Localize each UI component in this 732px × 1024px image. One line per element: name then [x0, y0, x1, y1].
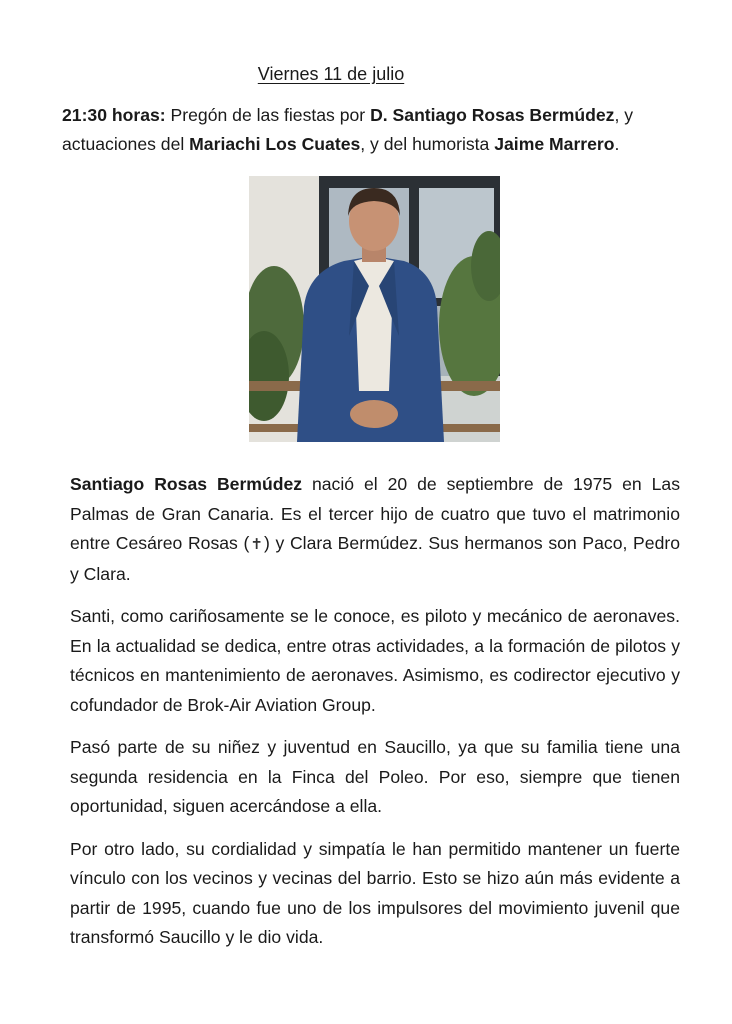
bio-paragraph: Por otro lado, su cordialidad y simpatía le han permitido mantener un fuerte vínculo con los vecinos y vecinas del barrio. Esto se hizo aún más evidente a partir de 1995, cuando fue uno de los impulsores del movimiento juvenil que transformó Saucillo y le dio vida.	[70, 838, 680, 947]
biography	[70, 470, 680, 966]
bio-text: ) y Clara Bermúdez. Sus hermanos son Paco, Pedro y Clara.	[70, 533, 681, 584]
band-name: Mariachi Los Cuates	[189, 134, 361, 154]
bio-paragraph	[70, 470, 680, 589]
comedian-name: Jaime Marrero	[494, 134, 615, 154]
event-date-heading: Viernes 11 de julio	[257, 64, 405, 84]
speaker-photo	[249, 176, 500, 442]
bio-text: nació el 20 de septiembre de 1975 en Las Palmas de Gran Canaria. Es el tercer hijo de cuatro que tuvo el matrimonio entre Cesáreo Rosas (	[70, 474, 680, 553]
event-time: 21:30 horas:	[62, 105, 166, 125]
event-text: , y actuaciones del	[62, 105, 634, 154]
bio-paragraph: Santi, como cariñosamente se le conoce, es piloto y mecánico de aeronaves. En la actualidad se dedica, entre otras actividades, a la formación de pilotos y técnicos en mantenimiento de aeronaves. Asimismo, es codirector ejecutivo y cofundador de Brok-Air Aviation Group.	[70, 606, 680, 715]
event-description	[62, 101, 684, 159]
event-text: , y del humorista	[360, 134, 495, 154]
bio-paragraph: Pasó parte de su niñez y juventud en Saucillo, ya que su familia tiene una segunda residencia en la Finca del Poleo. Por eso, siempre que tienen oportunidad, siguen acercándose a ella.	[70, 737, 680, 816]
cross-icon: ✝	[250, 536, 263, 553]
bio-name: Santiago Rosas Bermúdez	[70, 474, 303, 494]
event-text: .	[614, 134, 620, 154]
event-text: Pregón de las fiestas por	[165, 105, 371, 125]
speaker-name: D. Santiago Rosas Bermúdez	[370, 105, 615, 125]
